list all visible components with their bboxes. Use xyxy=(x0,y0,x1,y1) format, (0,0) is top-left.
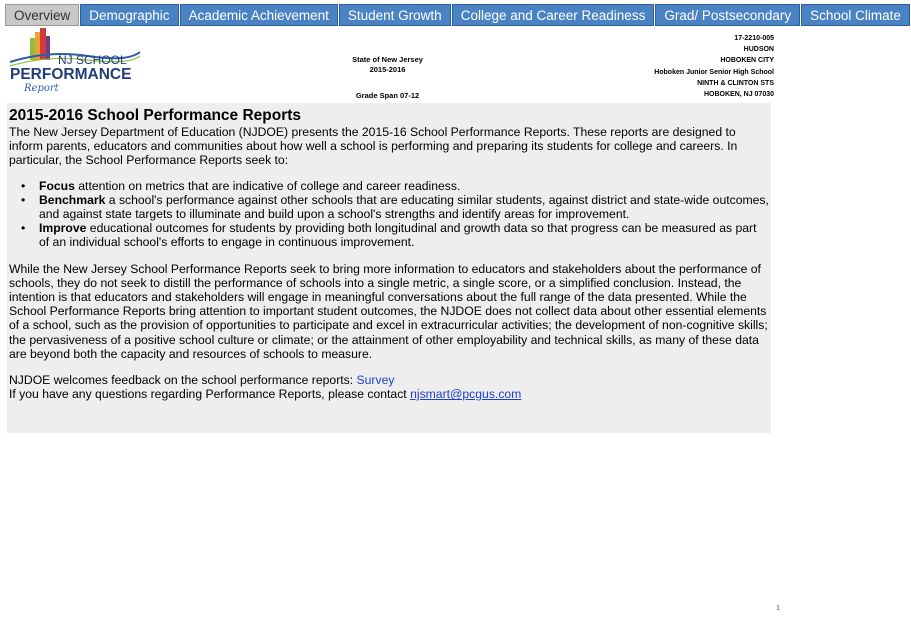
school-county: HUDSON xyxy=(743,46,774,54)
report-header-center xyxy=(330,55,445,101)
tab-bar xyxy=(5,4,911,26)
bullet-keyword: Benchmark xyxy=(39,192,106,207)
goals-list xyxy=(9,179,769,250)
tab-demographic[interactable]: Demographic xyxy=(80,4,178,26)
overview-panel xyxy=(7,103,771,433)
page-title: 2015-2016 School Performance Reports xyxy=(9,107,302,124)
disclaimer-paragraph: While the New Jersey School Performance Reports seek to bring more information to educators and stakeholders about the performance of schools, they do not seek to distill the performance of schools into a single metric, a single score, or a simplified conclusion. Instead, the intention is that educators and stakeholders will engage in meaningful conversations about the full range of the data presented. While the School Performance Reports bring attention to important student outcomes, the NJDOE does not collect data about other essential elements of a school, such as the provision of opportunities to participate and excel in extracurricular activities; the development of non-cognitive skills; the pervasiveness of a positive school culture or climate; or the attainment of other employability and technical skills, as many of these data are beyond both the capacity and resources of schools to measure. xyxy=(9,261,768,361)
bullet-keyword: Improve xyxy=(39,221,87,236)
bullet-keyword: Focus xyxy=(39,178,75,193)
bullet-text: attention on metrics that are indicative of college and career readiness. xyxy=(74,178,461,193)
page-number: 1 xyxy=(776,605,780,612)
school-district: HOBOKEN CITY xyxy=(720,57,774,65)
school-city: HOBOKEN, NJ 07030 xyxy=(703,91,774,99)
feedback-line xyxy=(9,373,769,387)
year-label: 2015-2016 xyxy=(369,65,406,74)
contact-text: If you have any questions regarding Performance Reports, please contact xyxy=(9,387,411,402)
logo-line3: Report xyxy=(24,83,59,94)
contact-line xyxy=(9,387,769,401)
feedback-text: NJDOE welcomes feedback on the school performance reports: xyxy=(9,373,357,388)
tab-college-career-readiness[interactable]: College and Career Readiness xyxy=(452,4,655,26)
bullet-text: educational outcomes for students by providing both longitudinal and growth data so that progress can be measured as part of an individual school's efforts to engage in continuous improvement. xyxy=(39,221,757,250)
school-code: 17-2210-005 xyxy=(734,35,774,42)
tab-academic-achievement[interactable]: Academic Achievement xyxy=(180,4,338,26)
grade-span-label: Grade Span 07-12 xyxy=(355,91,420,100)
logo-line1: NJ SCHOOL xyxy=(58,53,127,67)
tab-student-growth[interactable]: Student Growth xyxy=(339,4,451,26)
list-item xyxy=(9,193,769,221)
intro-paragraph: The New Jersey Department of Education (NJDOE) presents the 2015-16 School Performance Reports. These reports are designed to inform parents, educators and communities about how well a school is performing and preparing its students for college and careers. In particular, the School Performance Reports seek to: xyxy=(9,125,738,168)
tab-overview[interactable]: Overview xyxy=(5,4,79,26)
school-name: Hoboken Junior Senior High School xyxy=(654,68,774,76)
tab-grad-postsecondary[interactable]: Grad/ Postsecondary xyxy=(655,4,800,26)
school-info xyxy=(654,33,774,100)
list-item xyxy=(9,179,769,193)
email-link[interactable]: njsmart@pcgus.com xyxy=(410,387,522,402)
logo-line2: PERFORMANCE xyxy=(10,66,132,83)
state-label: State of New Jersey xyxy=(352,55,423,64)
tab-school-climate[interactable]: School Climate xyxy=(801,4,910,26)
school-street: NINTH & CLINTON STS xyxy=(697,79,774,87)
bullet-text: a school's performance against other schools that are educating similar students, against district and state-wide outcomes, and against state targets to illuminate and build upon a school's strengths and identify areas for improvement. xyxy=(39,192,769,222)
nj-school-performance-logo xyxy=(8,28,142,96)
survey-link[interactable]: Survey xyxy=(356,373,395,388)
list-item xyxy=(9,221,769,249)
